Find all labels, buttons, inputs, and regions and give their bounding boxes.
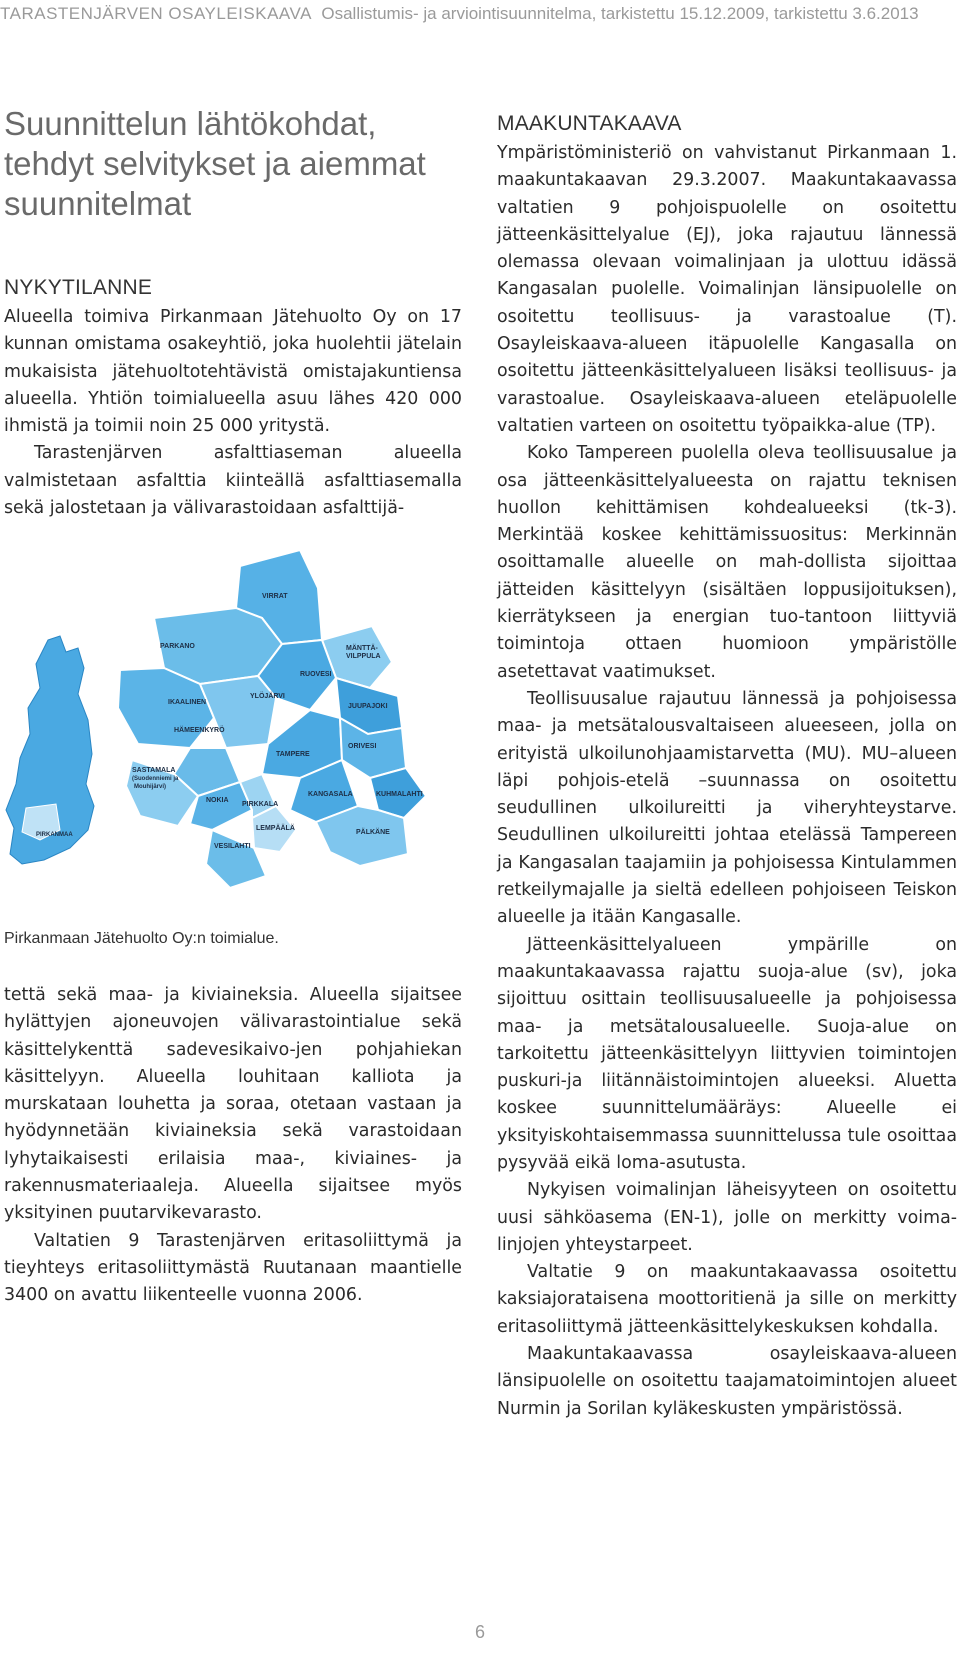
left-column-bottom <box>4 982 462 1310</box>
label-kuhmalahti: KUHMALAHTI <box>376 791 423 798</box>
right-column <box>497 108 957 1423</box>
label-kangasala: KANGASALA <box>308 791 353 798</box>
paragraph: Teollisuusalue rajautuu lännessä ja pohjoisessa maa- ja metsätalousvaltaiseen alueeseen, jolla on erityistä ulkoilunohjaamistarvetta (MU). MU–alueen läpi pohjois-etelä –suunnassa on osoitettu seudullinen ulkoilureitti ja viheryhteystarve. Seudullinen ulkoilureitti johtaa etelässä Tampereen ja Kangasalan taajamiin ja pohjoisessa Kintulammen retkeilymajalle ja sieltä edelleen pohjoiseen Teiskon alueelle ja itään Kangasalle. <box>497 688 957 928</box>
label-sastamala-sub1: (Suodenniemi ja <box>132 776 179 782</box>
paragraph: Maakuntakaavassa osayleiskaava-alueen länsipuolelle on osoitettu taajamatoimintojen alueet Nurmin ja Sorilan kyläkeskusten ympäristössä. <box>497 1344 957 1419</box>
paragraph: Valtatien 9 Tarastenjärven eritasoliittymä ja tieyhteys eritasoliittymästä Ruutanaan maantielle 3400 on avattu liikenteelle vuonna 2006. <box>4 1230 462 1306</box>
paragraph: Alueella toimiva Pirkanmaan Jätehuolto Oy on 17 kunnan omistama osakeyhtiö, joka huolehtii jätelain mukaisista jätehuoltotehtävistä omistajakuntiensa alueella. Yhtiön toimialueella asuu lähes 420 000 ihmistä ja toimii noin 25 000 yritystä. <box>4 307 462 437</box>
label-nokia: NOKIA <box>206 797 229 804</box>
paragraph: Koko Tampereen puolella oleva teollisuusalue ja osa jätteenkäsittelyalueesta on rajattu teknisen huollon kehittämisen kohdealueeksi (tk-3). Merkintää koskee kehittämissuositus: Merkinnän osoittamalle alueelle on mah-dollista sijoittaa jätteiden käsittelyyn (sisältäen loppusijoituksen), kierrätykseen ja energian tuo-tantoon liittyviä toimintoja ottaen huomioon ympäristölle asetettavat vaatimukset. <box>497 443 957 682</box>
figure-caption: Pirkanmaan Jätehuolto Oy:n toimialue. <box>4 930 279 947</box>
paragraph: tettä sekä maa- ja kiviaineksia. Alueella sijaitsee hylättyjen ajoneuvojen välivarastointialue sekä käsittelykenttä sadevesikaivo-jen pohjahiekan käsittelyyn. Alueella louhitaan kalliota ja murskataan louhetta ja soraa, otetaan vastaan ja hyödynnetään kiviaineksia sekä varastoidaan lyhytaikaisesti erilaisia maa-, kiviaines- ja rakennusmateriaaleja. Alueella sijaitsee myös yksityinen puutarvikevarasto. <box>4 985 462 1224</box>
label-virrat: VIRRAT <box>262 593 288 600</box>
document-title: TARASTENJÄRVEN OSAYLEISKAAVA <box>0 4 312 23</box>
label-sastamala-sub2: Mouhijärvi) <box>134 784 167 790</box>
label-juupajoki: JUUPAJOKI <box>348 703 388 710</box>
label-pirkanmaa: PIRKANMAA <box>36 832 73 838</box>
label-lempaala: LEMPÄÄLÄ <box>256 825 295 832</box>
pirkanmaa-region <box>118 550 426 888</box>
label-orivesi: ORIVESI <box>348 743 377 750</box>
label-pirkkala: PIRKKALA <box>242 801 279 808</box>
paragraph: Ympäristöministeriö on vahvistanut Pirkanmaan 1. maakuntakaavan 29.3.2007. Maakuntakaavassa valtatien 9 pohjoispuolelle on osoitettu jätteenkäsittelyalue (EJ), joka rajautuu lännessä olemassa olevaan voimalinjaan ja ulottuu idässä Kangasalan puolelle. Voimalinjan länsipuolelle on osoitettu teollisuus- ja varastoalue (T). Osayleiskaava-alueen itäpuolelle Kangasalla on osoitettu jätteenkäsittelyalueen lisäksi teollisuus- ja varastoalue. Osayleiskaava-alueen eteläpuolelle valtatien varteen on osoitettu työpaikka-alue (TP). <box>497 143 957 436</box>
document-subtitle: Osallistumis- ja arviointisuunnitelma, tarkistettu 15.12.2009, tarkistettu 3.6.2013 <box>321 4 919 23</box>
label-vesilahti: VESILAHTI <box>214 843 251 850</box>
label-palkane: PÄLKÄNE <box>356 829 390 836</box>
map-graphic <box>0 548 470 948</box>
label-sastamala: SASTAMALA <box>132 767 176 774</box>
paragraph: Tarastenjärven asfalttiaseman alueella valmistetaan asfalttia kiinteällä asfalttiasemalla sekä jalostetaan ja välivarastoidaan asfalttijä- <box>4 443 462 519</box>
maakuntakaava-heading: MAAKUNTAKAAVA <box>497 112 682 135</box>
left-column-top <box>4 272 462 522</box>
label-parkano: PARKANO <box>160 643 195 650</box>
label-ruovesi: RUOVESI <box>300 671 332 678</box>
page-header <box>0 4 960 30</box>
paragraph: Valtatie 9 on maakuntakaavassa osoitettu kaksiajorataisena moottoritienä ja sille on merkitty eritasoliittymä jätteenkäsittelykeskuksen kohdalla. <box>497 1262 957 1337</box>
paragraph: Jätteenkäsittelyalueen ympärille on maakuntakaavassa rajattu suoja-alue (sv), joka sijoittuu osittain teollisuusalueelle ja pohjoisessa maa- ja metsätalousalueelle. Suoja-alue on tarkoitettu jätteenkäsittelyyn liittyvien toimintojen puskuri-ja liitännäistoimintojen alueeksi. Aluetta koskee suunnittelumääräys: Alueelle ei yksityiskohtaisemmassa suunnittelussa tule osoittaa pysyvää eikä loma-asutusta. <box>497 934 957 1173</box>
label-ikaalinen: IKAALINEN <box>168 699 207 706</box>
paragraph: Nykyisen voimalinjan läheisyyteen on osoitettu uusi sähköasema (EN-1), jolle on merkitty voima-linjojen yhteystarpeet. <box>497 1180 957 1255</box>
nykytilanne-heading: NYKYTILANNE <box>4 276 153 299</box>
label-ylojarvi: YLÖJÄRVI <box>250 693 285 700</box>
label-mantta: MÄNTTÄ- <box>346 645 378 652</box>
label-vilppula: VILPPULA <box>346 653 381 660</box>
label-tampere: TAMPERE <box>276 751 310 758</box>
page-number: 6 <box>474 1622 485 1642</box>
section-title: Suunnittelun lähtökohdat, tehdyt selvitykset ja aiemmat suunnitelmat <box>4 105 426 222</box>
label-hameenkyro: HÄMEENKYRÖ <box>174 727 225 734</box>
service-area-map <box>0 548 470 948</box>
